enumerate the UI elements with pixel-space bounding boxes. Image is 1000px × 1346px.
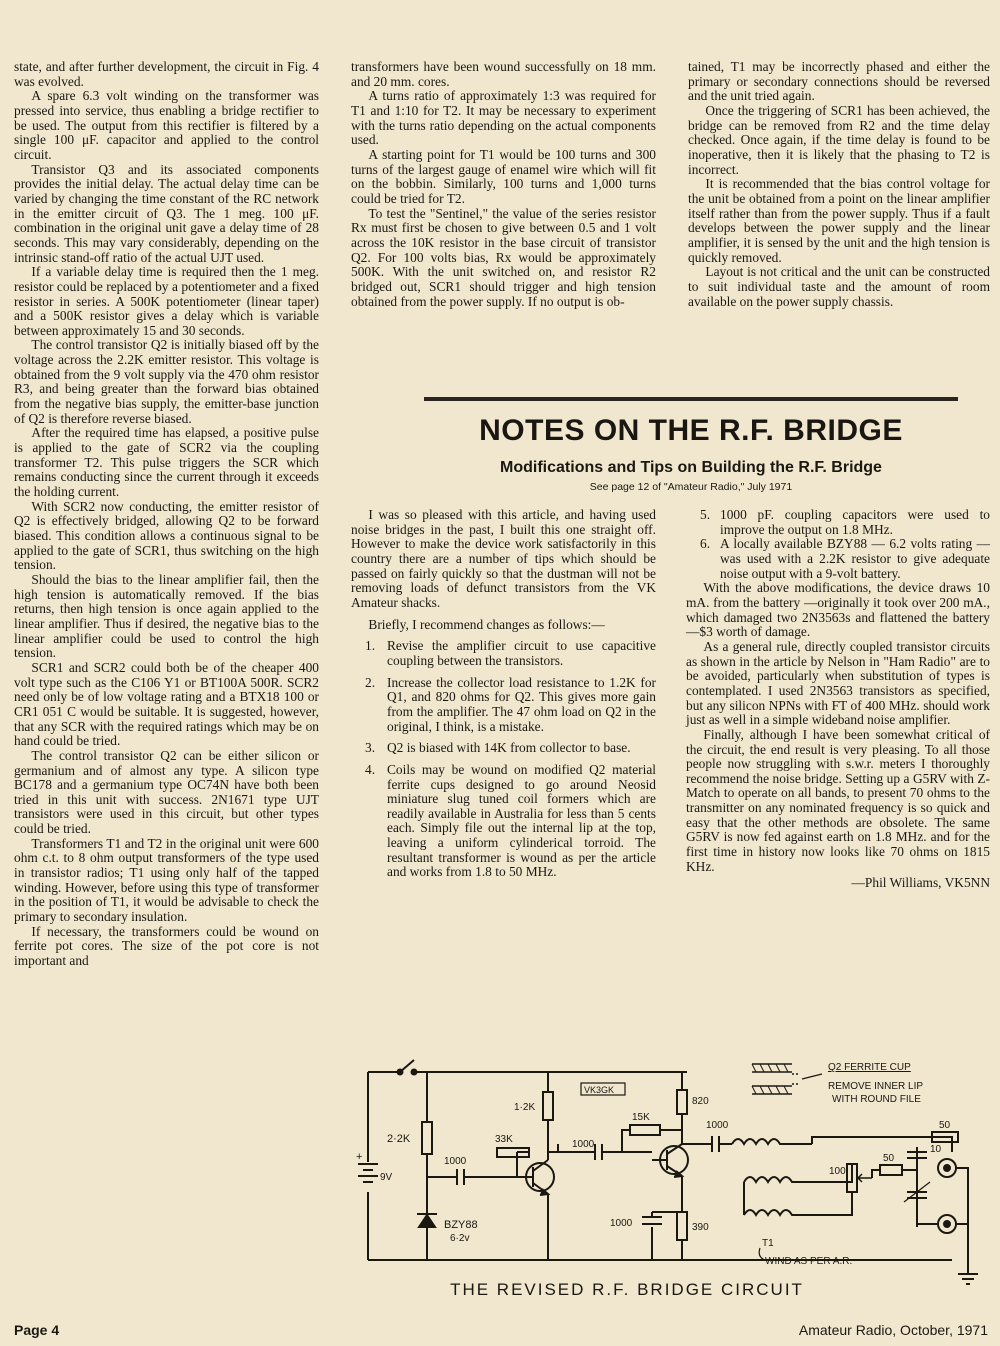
modification-list-continued: [686, 508, 990, 581]
item-text: 1000 pF. coupling capacitors were used to improve the output on 1.8 MHz.: [720, 507, 990, 537]
resistor-33k-wire: [517, 1152, 558, 1177]
remove-lip-label: REMOVE INNER LIP: [828, 1081, 924, 1092]
paragraph: To test the "Sentinel," the value of the series resistor Rx must first be chosen to give between 0.5 and 1 volt across the 10K resistor in the base circuit of transistor Q2. For 100 volts bias, Rx would be approximately 500K. With the unit switched on, and resistor R2 bridged out, SCR1 should trigger and high tension obtained from the power supply. If no output is ob-: [351, 205, 656, 309]
zener-label: BZY88: [444, 1219, 478, 1231]
cap-1000a-label: 1000: [444, 1156, 467, 1167]
column-2: [351, 60, 656, 309]
list-item: [365, 676, 656, 735]
item-text: Increase the collector load resistance to 1.2K for Q1, and 820 ohms for Q2. This gives more gain from the amplifier. The 47 ohm load on Q2 in the original, I think, is a mistake.: [387, 674, 656, 734]
transistor-q1: [517, 1160, 554, 1195]
article-column-left: [351, 508, 656, 880]
transformer-t1-primary: [732, 1139, 812, 1144]
paragraph: A spare 6.3 volt winding on the transformer was pressed into service, thus enabling a bridge rectifier to be used. The output from this rectifier is filtered by a single 100 μF. capacitor and applied to the control circuit.: [14, 88, 319, 162]
cap-1000b-label: 1000: [572, 1139, 595, 1150]
see-page-reference: See page 12 of "Amateur Radio," July 1971: [589, 481, 793, 493]
paragraph: Finally, although I have been somewhat critical of the circuit, the end result is very pleasing. To all those people now struggling with s.w.r. meters I thoroughly recommend the noise bridge. Setting up a G5RV with Z-Match to operate on all bands, to present 70 ohms to the transmitter on any nominated frequency is so quick and easy that the other methods are obsolete. The same G5RV is now fed against earth on 1.8 MHz. and for the first time in history now looks like 70 ohms on 1815 KHz.: [686, 726, 990, 874]
item-number: 1.: [365, 638, 376, 654]
column-1: [14, 60, 319, 969]
article-title: NOTES ON THE R.F. BRIDGE: [479, 414, 903, 447]
paragraph: tained, T1 may be incorrectly phased and either the primary or secondary connections should be reversed and the unit tried again.: [688, 59, 990, 104]
paragraph: transformers have been wound successfully on 18 mm. and 20 mm. cores.: [351, 59, 656, 89]
item-number: 4.: [365, 761, 376, 777]
paragraph: If necessary, the transformers could be wound on ferrite pot cores. The size of the pot core is not important and: [14, 923, 319, 969]
paragraph: Transistor Q3 and its associated components provides the initial delay. The actual delay time can be varied by changing the time constant of the RC network in the emitter circuit of Q3. The 1 meg. 100 μF. combination in the original unit gave a delay time of 28 seconds. This may vary considerably, depending on the intrinsic stand-off ratio of the actual UJT used.: [14, 161, 319, 265]
item-number: 2.: [365, 674, 376, 690]
resistor-33k-label: 33K: [495, 1134, 513, 1145]
list-item: [365, 763, 656, 880]
item-text: A locally available BZY88 — 6.2 volts rating — was used with a 2.2K resistor to give adequate noise output with a 9-volt battery.: [720, 536, 990, 581]
resistor-1k2: [543, 1092, 553, 1120]
heading-rule: [424, 397, 958, 401]
transformer-t1-secondary-b: [744, 1210, 812, 1215]
battery-symbol: [358, 1164, 378, 1182]
resistor-50-mid-label: 50: [883, 1153, 895, 1164]
socket-top-center: [944, 1165, 950, 1171]
item-text: Coils may be wound on modified Q2 material ferrite cups designed to go around Neosid miniature slug tuned coil formers which are readily available in Australia for less than 5 cents each. Simply file out the internal lip at the top, leaving a uniform cylinderical torroid. The resultant transformer is wound as per the article and works from 1.8 to 50 MHz.: [387, 761, 656, 880]
paragraph: With the above modifications, the device draws 10 mA. from the battery —originally it took over 200 mA., which damaged two 2N3563s and flattened the battery—$3 worth of damage.: [686, 580, 990, 640]
paragraph: I was so pleased with this article, and having used noise bridges in the past, I built this one straight off. However to make the device work satisfactorily in this country there are a number of tips which should be passed on fairly quickly so that the dustman will not be removing loads of defunct transistors from the VK Amateur shacks.: [351, 507, 656, 610]
column-3: [688, 60, 990, 309]
list-item: [700, 537, 990, 581]
list-item: [700, 508, 990, 537]
paragraph: SCR1 and SCR2 could both be of the cheaper 400 volt type such as the C106 Y1 or BT100A 500R. SCR2 need only be of low voltage rating and a BTX18 100 or CR1 051 C would be suitable. It is suggested, however, that any SCR with the required ratings which may be on hand could be tried.: [14, 659, 319, 749]
resistor-15k: [630, 1125, 660, 1135]
paragraph: A turns ratio of approximately 1:3 was required for T1 and 1:10 for T2. It may be necessary to experiment with the turns ratio depending on the actual components used.: [351, 88, 656, 148]
paragraph: It is recommended that the bias control voltage for the unit be obtained from a point on the linear amplifier itself rather than from the power supply. Thus if a fault develops between the power supply and the linear amplifier, it is sensed by the unit and the high tension is quickly removed.: [688, 176, 990, 265]
transistor-q2: [652, 1144, 688, 1177]
resistor-2k2-label: 2·2K: [387, 1133, 411, 1145]
paragraph: After the required time has elapsed, a positive pulse is applied to the gate of SCR2 via the coupling transformer T2. This pulse triggers the SCR which remains conducting since the current through it exceeds the holding current.: [14, 425, 319, 500]
article-subtitle: Modifications and Tips on Building the R.F. Bridge: [500, 459, 882, 476]
paragraph: Layout is not critical and the unit can be constructed to suit individual taste and the amount of room available on the power supply chassis.: [688, 264, 990, 309]
item-number: 5.: [700, 507, 711, 522]
switch-symbol: [398, 1060, 417, 1075]
item-number: 3.: [365, 740, 376, 756]
wind-label: WIND AS PER A.R.: [765, 1256, 853, 1267]
list-item: [365, 639, 656, 668]
ferrite-cup-label: Q2 FERRITE CUP: [828, 1062, 911, 1073]
pot-wiper-arrow: [858, 1174, 872, 1182]
resistor-390-label: 390: [692, 1222, 709, 1233]
zener-voltage-label: 6·2v: [450, 1233, 470, 1244]
author-signature: —Phil Williams, VK5NN: [851, 875, 990, 891]
resistor-1k2-label: 1·2K: [514, 1102, 536, 1113]
t1-label: T1: [762, 1238, 774, 1249]
zener-diode-symbol: [417, 1202, 437, 1260]
paragraph: Transformers T1 and T2 in the original unit were 600 ohm c.t. to 8 ohm output transformers of the type used in transistor radios; T1 using only half of the tapped winding. However, before using this type of transformer in the position of T1, it would be advisable to check the primary to secondary insulation.: [14, 835, 319, 925]
cap-10-label: 10: [930, 1144, 942, 1155]
remove-lip-label-2: WITH ROUND FILE: [832, 1094, 921, 1105]
diagram-caption: THE REVISED R.F. BRIDGE CIRCUIT: [450, 1280, 804, 1299]
list-item: [365, 741, 656, 756]
callsign-label: VK3GK: [584, 1085, 615, 1095]
cap-1000d-label: 1000: [706, 1120, 729, 1131]
ferrite-cup-sketch: [752, 1064, 822, 1094]
item-text: Revise the amplifier circuit to use capacitive coupling between the transistors.: [387, 638, 656, 668]
transformer-t1-secondary-a: [744, 1177, 812, 1182]
socket-bottom-center: [944, 1221, 950, 1227]
page-number: Page 4: [14, 1322, 60, 1338]
paragraph: As a general rule, directly coupled transistor circuits as shown in the article by Nelson in "Ham Radio" are to be avoided, particularly when substitution of types is contemplated. I used 2N3563 transistors as specified, but any silicon NPNs with FT of 400 MHz. should work just as well in a simple wideband noise amplifier.: [686, 638, 990, 728]
circuit-diagram: [352, 1052, 992, 1302]
resistor-15k-label: 15K: [632, 1112, 650, 1123]
resistor-50-top-label: 50: [939, 1120, 951, 1131]
modification-list: [351, 639, 656, 880]
cap-1000c-label: 1000: [610, 1218, 633, 1229]
item-number: 6.: [700, 536, 711, 552]
resistor-100-label: 100: [829, 1166, 846, 1177]
paragraph: Should the bias to the linear amplifier fail, then the high tension is automatically removed. If the bias returns, then high tension is once again applied to the linear amplifier. Thus if desired, the negative bias to the linear amplifier could be used to control the high tension.: [14, 571, 319, 661]
resistor-820-label: 820: [692, 1096, 709, 1107]
magazine-issue: Amateur Radio, October, 1971: [798, 1322, 988, 1338]
battery-plus: +: [356, 1151, 363, 1163]
paragraph: With SCR2 now conducting, the emitter resistor of Q2 is effectively bridged, allowing Q2 to be forward biased. This condition allows a continuous signal to be applied to the gate of SCR1, thus switching on the high tension.: [14, 498, 319, 573]
resistor-820: [677, 1090, 687, 1114]
paragraph: A starting point for T1 would be 100 turns and 300 turns of the largest gauge of enamel wire which will fit on the bobbin. Similarly, 100 turns and 1,000 turns could be tried for T2.: [351, 146, 656, 206]
paragraph: The control transistor Q2 is initially biased off by the voltage across the 2.2K emitter resistor. This voltage is obtained from the 9 volt supply via the 470 ohm resistor R3, and being greater than the forward bias obtained from the negative bias supply, the emitter-base junction of Q2 is therefore reverse biased.: [14, 337, 319, 426]
resistor-50-mid: [880, 1165, 902, 1175]
paragraph: The control transistor Q2 can be either silicon or germanium and of almost any type. A silicon type BC178 and a germanium type OC74N have both been tried in this unit with success. 2N1671 type UJT transistors were used in this circuit, but other types could be tried.: [14, 747, 319, 837]
paragraph: Once the triggering of SCR1 has been achieved, the bridge can be removed from R2 and the time delay checked. Once again, if the time delay is found to be inoperative, then it is likely that the phasing to T2 is incorrect.: [688, 102, 990, 177]
resistor-2k2: [422, 1122, 432, 1154]
resistor-390: [677, 1212, 687, 1240]
paragraph: Briefly, I recommend changes as follows:—: [368, 616, 605, 632]
socket-wires: [917, 1168, 968, 1260]
article-column-right: [686, 508, 990, 891]
battery-label: 9V: [380, 1172, 393, 1183]
item-text: Q2 is biased with 14K from collector to base.: [387, 740, 631, 756]
ground-symbol: [958, 1260, 978, 1284]
paragraph: If a variable delay time is required then the 1 meg. resistor could be replaced by a potentiometer and a fixed resistor in series. A 500K potentiometer (linear taper) and a 500K resistor gives a delay which is variable between approximately 15 and 30 seconds.: [14, 264, 319, 338]
paragraph: state, and after further development, the circuit in Fig. 4 was evolved.: [14, 59, 319, 89]
